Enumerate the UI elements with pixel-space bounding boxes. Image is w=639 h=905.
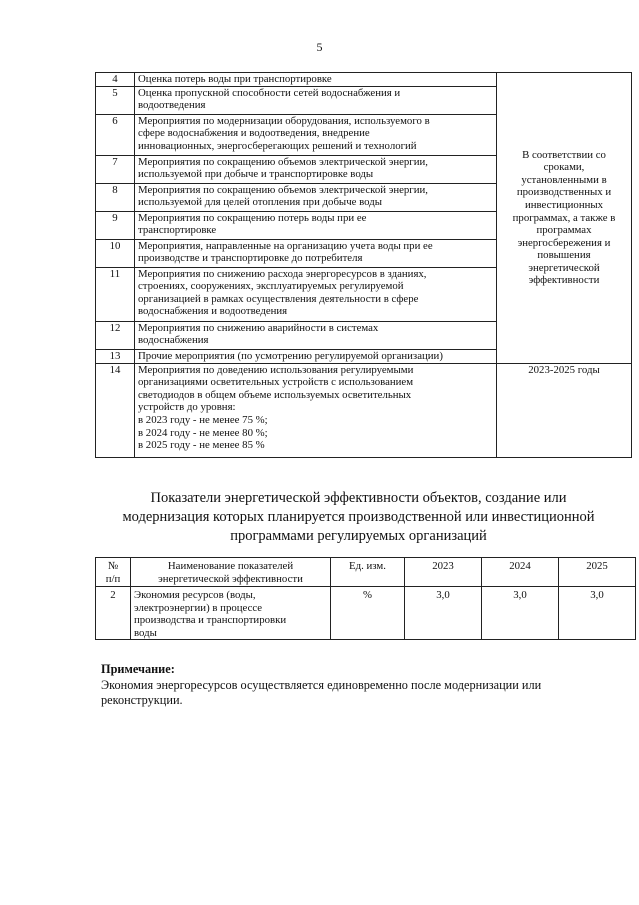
note-title: Примечание: [101, 662, 175, 676]
indicator-unit: % [331, 587, 405, 640]
value-2025: 3,0 [559, 587, 636, 640]
row-number: 9 [96, 211, 135, 239]
table-row [96, 587, 636, 640]
column-header-2025: 2025 [559, 558, 636, 587]
indicator-name: Экономия ресурсов (воды, электроэнергии) в процессе производства и транспортировки воды [131, 587, 331, 640]
measure-description: Мероприятия по сокращению объемов электрической энергии, используемой при добыче и транспортировке воды [135, 155, 497, 183]
column-header-unit: Ед. изм. [331, 558, 405, 587]
row-number: 6 [96, 114, 135, 155]
measure-description: Мероприятия по модернизации оборудования, используемого в сфере водоснабжения и водоотведения, внедрение инновационных, энергосберегающих решений и технологий [135, 114, 497, 155]
measure-description: Мероприятия, направленные на организацию учета воды при ее производстве и транспортировке до потребителя [135, 239, 497, 267]
measure-description: Мероприятия по доведению использования регулируемыми организациями осветительных устройств с использованием светодиодов в общем объеме используемых осветительных устройств до уровня: в 2023 году - не менее 75 %; в 2024 году - не менее 80 %; в 2025 году - не менее 85 % [135, 363, 497, 457]
measure-description: Мероприятия по сокращению потерь воды при ее транспортировке [135, 211, 497, 239]
page-number: 5 [316, 40, 323, 54]
row-number: 4 [96, 73, 135, 87]
value-2023: 3,0 [405, 587, 482, 640]
measure-description: Оценка потерь воды при транспортировке [135, 73, 497, 87]
row-number: 7 [96, 155, 135, 183]
table-row [96, 73, 632, 87]
row-number: 8 [96, 183, 135, 211]
row-number: 5 [96, 86, 135, 114]
measure-description: Мероприятия по сокращению объемов электрической энергии, используемой для целей отопления при добыче воды [135, 183, 497, 211]
note [101, 662, 621, 709]
indicators-table [95, 557, 636, 640]
row-number: 2 [96, 587, 131, 640]
row-number: 10 [96, 239, 135, 267]
table-row [96, 363, 632, 457]
row-number: 12 [96, 321, 135, 349]
measure-description: Мероприятия по снижению расхода энергоресурсов в зданиях, строениях, сооружениях, эксплуатируемых регулируемой организацией в рамках осуществления деятельности в сфере водоснабжения и водоотведения [135, 267, 497, 321]
note-text: Экономия энергоресурсов осуществляется единовременно после модернизации или реконструкции. [101, 677, 542, 707]
column-header-2024: 2024 [482, 558, 559, 587]
measures-table [95, 72, 632, 458]
value-2024: 3,0 [482, 587, 559, 640]
table-header-row [96, 558, 636, 587]
measure-description: Мероприятия по снижению аварийности в системах водоснабжения [135, 321, 497, 349]
section-title: Показатели энергетической эффективности объектов, создание или модернизация которых планируется производственной или инвестиционной программами регулируемых организаций [122, 490, 595, 544]
column-header-2023: 2023 [405, 558, 482, 587]
column-header-number: № п/п [96, 558, 131, 587]
row-number: 13 [96, 349, 135, 363]
row-number: 11 [96, 267, 135, 321]
implementation-term: 2023-2025 годы [497, 363, 632, 457]
measure-description: Оценка пропускной способности сетей водоснабжения и водоотведения [135, 86, 497, 114]
row-number: 14 [96, 363, 135, 457]
implementation-term: В соответствии со сроками, установленными в производственных и инвестиционных программах, а также в программах энергосбережения и повышения энергетической эффективности [497, 73, 632, 364]
measure-description: Прочие мероприятия (по усмотрению регулируемой организации) [135, 349, 497, 363]
column-header-indicator-name: Наименование показателей энергетической эффективности [131, 558, 331, 587]
